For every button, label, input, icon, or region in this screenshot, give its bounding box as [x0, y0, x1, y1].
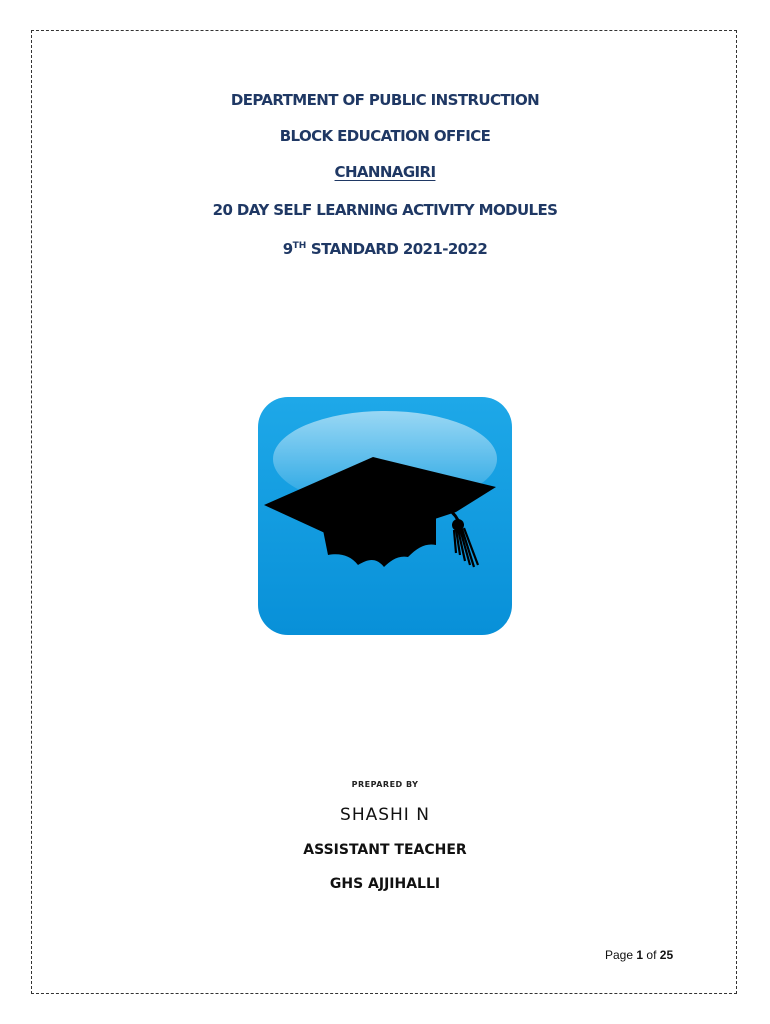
page-word: Page	[605, 948, 634, 962]
current-page: 1	[636, 948, 644, 962]
modules-heading: 20 DAY SELF LEARNING ACTIVITY MODULES	[212, 201, 558, 219]
standard-number: 9	[282, 240, 293, 258]
location-heading	[0, 162, 770, 182]
of-word: of	[646, 948, 657, 962]
office-heading: BLOCK EDUCATION OFFICE	[279, 127, 491, 145]
author-name: SHASHI N	[340, 805, 430, 825]
department-heading: DEPARTMENT OF PUBLIC INSTRUCTION	[230, 91, 540, 109]
standard-heading	[0, 236, 770, 259]
author-school: GHS AJJIHALLI	[329, 876, 441, 892]
author-role: ASSISTANT TEACHER	[303, 842, 467, 858]
standard-suffix: TH	[292, 241, 307, 251]
page-number	[605, 948, 673, 962]
graduation-cap-icon	[258, 397, 512, 635]
standard-year: STANDARD 2021-2022	[306, 240, 488, 258]
graduation-logo	[258, 397, 512, 635]
total-pages: 25	[659, 948, 674, 962]
location-heading-text: CHANNAGIRI	[334, 163, 436, 181]
prepared-by-label: PREPARED BY	[351, 780, 419, 789]
